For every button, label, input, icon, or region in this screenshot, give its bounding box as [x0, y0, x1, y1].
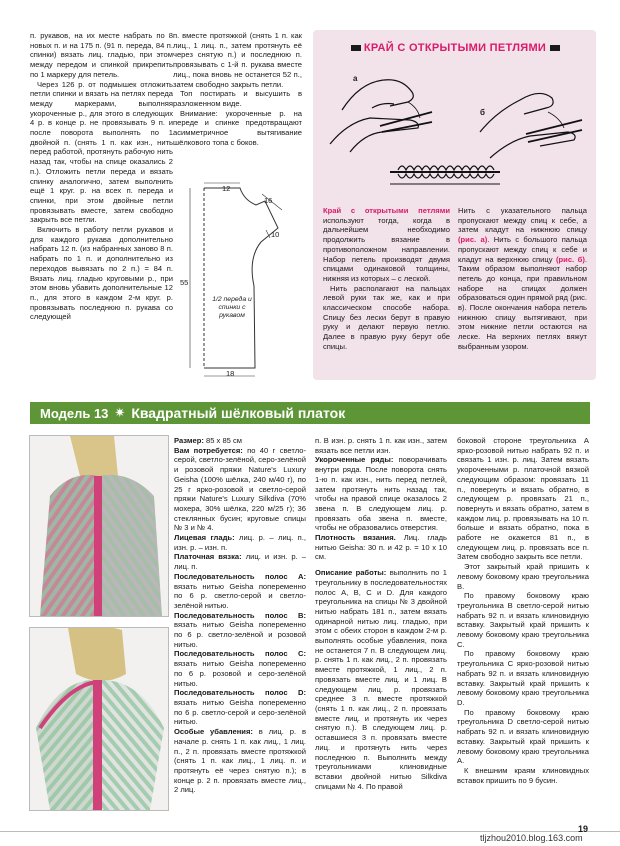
label-a: а	[353, 74, 358, 83]
model-header	[30, 402, 590, 424]
pattern-outline	[204, 188, 278, 368]
pattern-diagram-svg	[178, 178, 306, 390]
model-star-icon: ✷	[114, 405, 126, 420]
model-label: Модель 13	[40, 405, 109, 421]
paragraph: Включить в работу петли рукавов и для каждого рукава дополнительно набрать 12 п. (из набранных заново 8 п. набрать по 1 п. и дополнительно из переходов вывязать по 2 п.) = 84 п. Вязать лиц. гладью круговыми р., при этом вновь убавить дополнительные 12 п., для этого в каждом 2-м круг. р. провязывать последнюю п. рукава со следующей	[30, 225, 173, 322]
hair	[68, 628, 126, 681]
inset-col-1: Край с открытыми петлями используют тогда, когда в дальнейшем необходимо продолжить вязание в противоположном направлении. Набор петель производят двумя спицами одинаковой толщины, нижняя из которых – с леской. Нить располагают на пальцах левой руки так же, как и при классическом способе набора. Спицу без лески берут в правую руку и делают первую петлю. Далее в правую руку берут обе спицы.	[323, 206, 450, 351]
paragraph: Топ постирать и высушить в разложенном виде.	[173, 89, 302, 108]
shawl-right	[99, 475, 162, 616]
title-right-mark-icon	[550, 45, 560, 51]
shawl-photo-2	[29, 627, 169, 811]
dim-top: 12	[222, 184, 231, 193]
center-stripe	[94, 476, 102, 616]
inset-title: КРАЙ С ОТКРЫТЫМИ ПЕТЛЯМИ	[316, 42, 594, 54]
illustration-b	[480, 93, 582, 158]
model-col-1: Размер: 85 х 85 см Вам потребуется: по 40 г светло-серой, светло-зелёной, серо-зелёной и розовой пряжи Nature's Luxury Geisha (100% шёлка, 240 м/40 г), по 25 г ярко-розовой и светло-серой пряжи Nature's Luxury Silkdiva (70% мохера, 30% шёлка, 220 м/25 г); 36 стеклянных бусин; круговые спицы № 3 и № 4. Лицевая гладь: лиц. р. – лиц. п., изн. р. – изн. п. Платочная вязка: лиц. и изн. р. – лиц. п. Последовательность полос A: вязать нитью Geisha попеременно по 6 р. светло-серой и светло-зелёной нитью. Последовательность полос B: вязать нитью Geisha попеременно по 6 р. светло-зелёной и розовой нитью. Последовательность полос C: вязать нитью Geisha попеременно по 6 р. розовой и серо-зелёной нитью. Последовательность полос D: вязать нитью Geisha попеременно по 6 р. светло-серой и серо-зелёной нитью. Особые убавления: в лиц. р. в начале р. снять 1 п. как лиц., 1 лиц. п., 2 п. провязать вместе протяжкой (снять 1 п. как лиц., 1 лиц. п. и протянуть её через снятую п.); в конце р. 2 п. провязать вместе лиц., 2 лиц.	[174, 436, 307, 795]
title-left-mark-icon	[351, 45, 361, 51]
center-stripe	[93, 680, 102, 810]
model-title: Квадратный шёлковый платок	[131, 405, 346, 421]
paragraph: п. вместе протяжкой (снять 1 п. как лиц., 1 лиц. п., затем протянуть её через снятую п.) и последнюю п. провязывать с 1-й п. рукава вместе лиц., пока вновь не останется 52 п., затем свободно закрыть петли.	[173, 31, 302, 89]
model-col-3: боковой стороне треугольника A ярко-розовой нитью набрать 92 п. и связать 1 изн. р. лиц. Затем вязать укороченными р. платочной вязкой следующим образом: провязать 11 п., повернуть и вязать обратно, в следующем р. провязать 21 п., повернуть и вязать обратно, затем в каждом лиц. р. провязывать на 10 п. больше и вязать обратно, пока в работе не окажется 81 п., в следующем лиц. р. провязать все п. Затем свободно закрыть все петли. Этот закрытый край пришить к левому боковому краю треугольника B. По правому боковому краю треугольника B светло-серой нитью набрать 92 п. и вязать клиновидную вставку. Закрытый край пришить к левому боковому краю треугольника C. По правому боковому краю треугольника C ярко-розовой нитью набрать 92 п. и вязать клиновидную вставку. Закрытый край пришить к левому боковому краю треугольника D. По правому боковому краю треугольника D светло-серой нитью набрать 92 п. и вязать клиновидную вставку. Закрытый край пришить к левому боковому краю треугольника A. К внешним краям клиновидных вставок пришить по 9 бусин.	[457, 436, 589, 785]
ref-a: (рис. а)	[458, 235, 488, 245]
label-b: б	[480, 108, 485, 117]
pattern-diagram	[178, 178, 306, 390]
top-mid-column	[173, 31, 302, 147]
shawl-photo-1-svg	[30, 436, 168, 616]
watermark: tljzhou2010.blog.163.com	[480, 833, 583, 843]
shawl-photo-2-svg	[30, 628, 168, 810]
dim-neck: 16	[264, 196, 273, 205]
dim-arm: 10	[271, 230, 280, 239]
ref-b: (рис. б)	[556, 254, 585, 264]
paragraph: Через 126 р. от подмышек отложить петли спинки и вязать на петлях переда между маркерами, выполняя укороченные р., для этого в следующих 4 р. в конце р. не провязывать 9 п. и после поворота выполнять по 1 двойной п. (снять 1 п. как изн., нить перед работой, протянуть рабочую нить назад так, чтобы на спице оказались 2 п.). Отложить петли переда и вязать спинку аналогично, затем выполнить ещё 1 круг. р. на всех п. переда и спинки, при этом двойные петли провязывать вместе, затем свободно закрыть все петли.	[30, 79, 173, 225]
shawl-photo-1	[29, 435, 169, 617]
inset-heading: Край с открытыми петлями	[323, 206, 450, 215]
dim-width: 18	[226, 369, 235, 378]
footer-rule	[0, 831, 620, 832]
dim-height: 55	[180, 278, 189, 287]
model-col-2: п. В изн. р. снять 1 п. как изн., затем вязать все петли изн. Укороченные ряды: поворачивать внутри ряда. После поворота снять 1-ю п. как изн., нить перед петлей, затем протянуть нить назад так, чтобы на правой спице оказалось 2 звена п. В следующем лиц. р. провязать оба звена п. вместе, чтобы не образовались отверстия. Плотность вязания. Лиц. гладь нитью Geisha: 30 п. и 42 р. = 10 х 10 см. Описание работы: выполнить по 1 треугольнику в последовательностях полос A, B, C и D. Для каждого треугольника на спицы № 3 двойной нитью набрать 181 п., затем вязать одинарной нитью лиц. гладью, при этом с обеих сторон в каждом 2-м р. выполнять особые убавления, пока не останется 7 п. В следующем лиц. р. снять 1 п. как лиц., 2 п. провязать вместе протяжкой, 1 лиц., 2 п. провязать вместе лиц. и 1 лиц. В следующем лиц. р. провязать среднее 3 п. вместе протяжкой (снять 1 п. как лиц., 2 п. провязать вместе лиц. и протянуть их через снятую п.). В следующем лиц. р. оставшиеся 3 п. провязать вместе лиц. и протянуть нить через последнюю п. Выполнить между треугольниками клиновидные вставки двойной нитью Silkdiva спицами № 4. По правой	[315, 436, 447, 791]
inset-illustrations	[320, 62, 590, 202]
paragraph: Внимание: укороченные р. на переде и спинке предотвращают асимметричное вытягивание шёлкового топа с боков.	[173, 108, 302, 147]
page-number: 19	[578, 824, 589, 834]
inset-col-2: Нить с указательного пальца пропускают между спиц к себе, а затем кладут на нижнюю спицу (рис. а). Нить с большого пальца пропускают между спиц к себе и кладут на верхнюю спицу (рис. б). Таким образом выполняют набор петель до конца, при правильном наборе на спицах должен образоваться один прямой ряд (рис. в). После окончания набора петель нижнюю спицу вытягивают, при этом нижние петли остаются на леске. На верхних петлях вяжут выбранным узором.	[458, 206, 587, 351]
illustration-c	[390, 166, 500, 184]
paragraph: п. рукавов, на их месте набрать по 8 новых п. и на 175 п. (91 п. переда, 84 п. спинки) вязать лиц. гладью, при этом между передом и спинкой прикрепить по 1 маркеру для петель.	[30, 31, 173, 79]
illustration-a	[330, 80, 432, 152]
pattern-caption: 1/2 переда и спинки с рукавом	[212, 296, 252, 319]
top-left-column	[30, 31, 173, 322]
